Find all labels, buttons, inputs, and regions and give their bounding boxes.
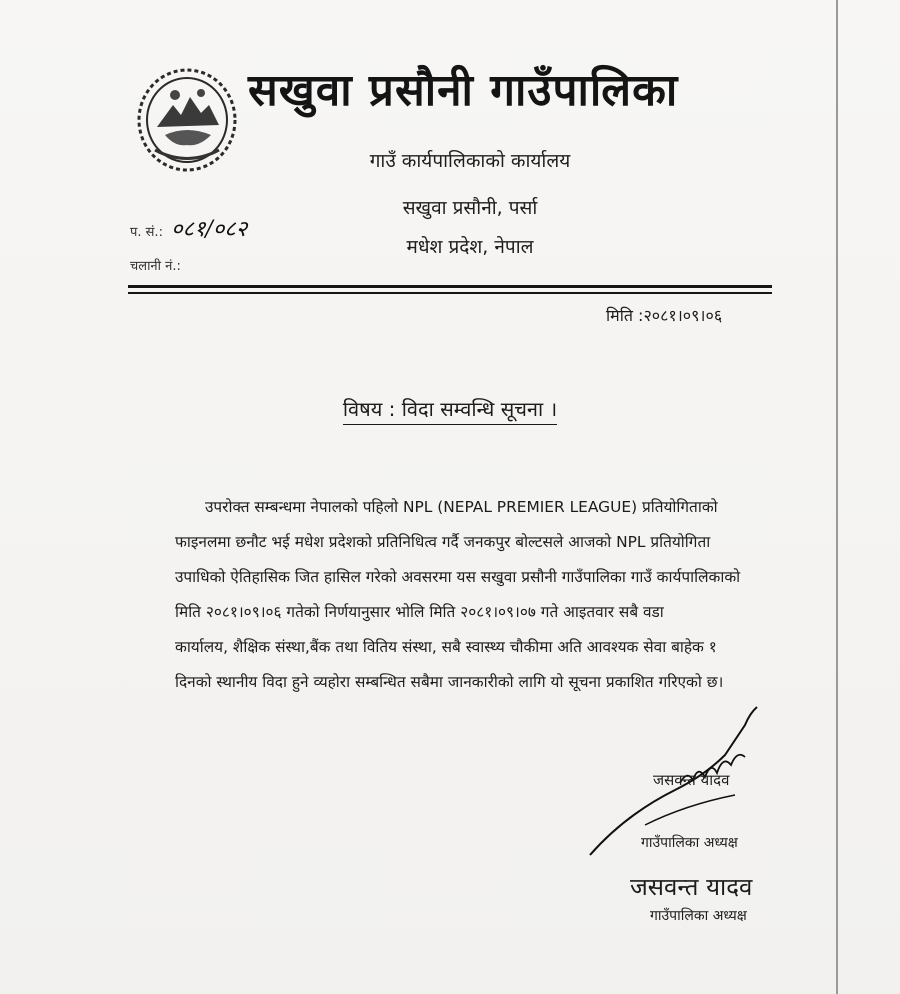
signatory-title-large: गाउँपालिका अध्यक्ष [650, 908, 747, 924]
office-address: सखुवा प्रसौनी, पर्सा [402, 197, 538, 219]
body-line: दिनको स्थानीय विदा हुने व्यहोरा सम्बन्धित सबैमा जानकारीको लागि यो सूचना प्रकाशित गरिएको छ। [175, 673, 724, 691]
body-line: फाइनलमा छनौट भई मधेश प्रदेशको प्रतिनिधित्व गर्दै जनकपुर बोल्टसले आजको NPL प्रतियोगिता [175, 533, 711, 551]
office-name: सखुवा प्रसौनी गाउँपालिका [248, 65, 679, 116]
signatory-title-small: गाउँपालिका अध्यक्ष [641, 835, 738, 851]
body-line: उपरोक्त सम्बन्धमा नेपालको पहिलो NPL (NEPAL PREMIER LEAGUE) प्रतियोगिताको [205, 498, 718, 516]
body-line: उपाधिको ऐतिहासिक जित हासिल गरेको अवसरमा यस सखुवा प्रसौनी गाउँपालिका गाउँ कार्यपालिकाको [175, 568, 741, 586]
office-province: मधेश प्रदेश, नेपाल [406, 236, 534, 258]
body-line: मिति २०८१।०९।०६ गतेको निर्णयानुसार भोलि मिति २०८१।०९।०७ गते आइतवार सबै वडा [175, 603, 664, 621]
dispatch-label: चलानी नं.: [130, 259, 181, 274]
notice-body [175, 490, 755, 700]
subject-text: विषय : विदा सम्वन्धि सूचना । [343, 395, 557, 425]
reference-label: प. सं.: [130, 225, 163, 240]
office-subtitle: गाउँ कार्यपालिकाको कार्यालय [369, 150, 571, 172]
body-line: कार्यालय, शैक्षिक संस्था,बैंक तथा वितिय संस्था, सबै स्वास्थ्य चौकीमा अति आवश्यक सेवा बाहेक १ [175, 638, 717, 656]
reference-value: ०८१/०८२ [171, 217, 248, 242]
dispatch-number [130, 256, 181, 274]
paper-edge [836, 0, 838, 994]
subject-line [0, 395, 900, 425]
reference-number [130, 213, 247, 243]
letter-date: मिति :२०८१।०९।०६ [606, 306, 723, 325]
header-rule-thin [128, 292, 772, 294]
header-rule-thick [128, 285, 772, 288]
signatory-name-large: जसवन्त यादव [630, 873, 753, 901]
signatory-name-small: जसवन्त यादव [653, 771, 730, 789]
